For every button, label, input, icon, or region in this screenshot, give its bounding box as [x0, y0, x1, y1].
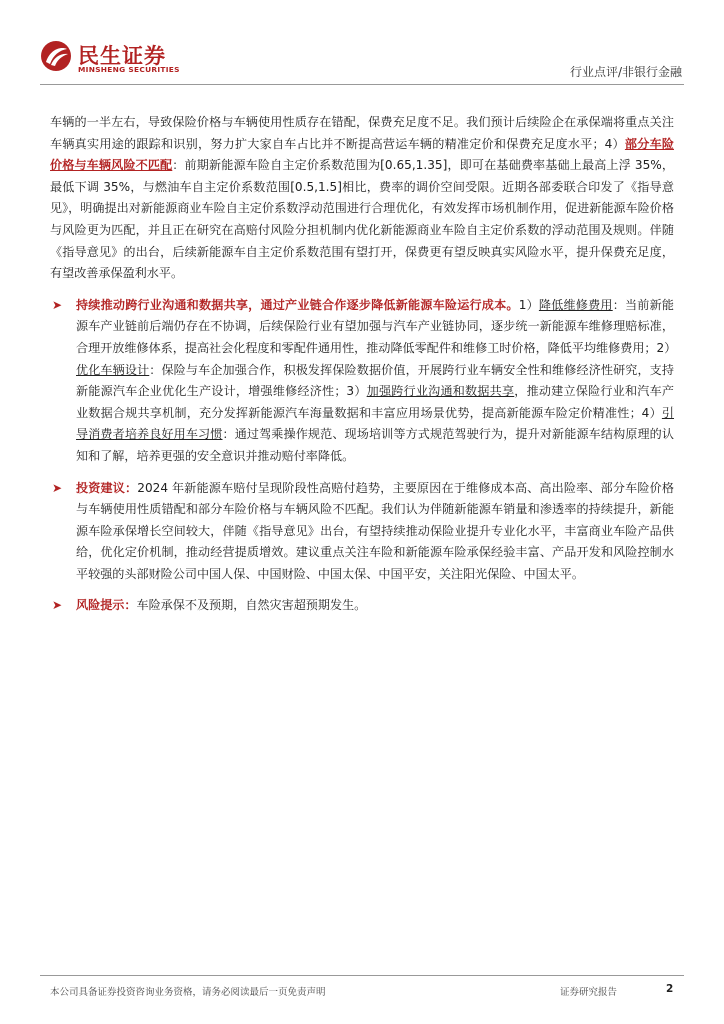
report-body: [50, 112, 677, 617]
item-text: ：当前新能源车产业链前后端仍存在不协调，后续保险行业有望加强与汽车产业链协同，逐步统一新能源车维修理赔标准，合理开放维修体系，提高社会化程度和零配件通用性，推动降低零配件和维修工时价格，降低平均维修费用；2）: [76, 297, 677, 355]
bullet-investment-advice: [50, 478, 674, 586]
paragraph-text: ：前期新能源车险自主定价系数范围为[0.65,1.35]，即可在基础费率基础上最高上浮 35%，最低下调 35%，与燃油车自主定价系数范围[0.5,1.5]相比，费率的调价空间受限。近期各部委联合印发了《指导意见》，明确提出对新能源商业车险自主定价系数浮动范围进行合理优化，有效发挥市场机制作用，促进新能源车险价格与风险更为匹配，并且正在研究在高赔付风险分担机制内优化新能源商业车险自主定价系数的浮动范围及规则。伴随《指导意见》的出台，后续新能源车自主定价系数范围有望打开，保费更有望反映真实风险水平，提升保费充足度，有望改善承保盈利水平。: [50, 158, 674, 281]
company-logo: [40, 40, 200, 76]
report-category: 行业点评/非银行金融: [569, 65, 682, 79]
page-header: [0, 0, 724, 90]
arrow-right-icon: ➤: [52, 598, 63, 613]
bullet-risk-warning: [50, 595, 674, 617]
item-text: ：通过驾乘操作规范、现场培训等方式规范驾驶行为，提升对新能源车结构原理的认知和了解，培养更强的安全意识并推动赔付率降低。: [76, 427, 674, 463]
subheading-price-risk-mismatch: 部分车险价格与车辆风险不匹配: [50, 136, 674, 173]
logo-english-name: MINSHENG SECURITIES: [78, 65, 180, 74]
arrow-right-icon: ➤: [52, 480, 63, 495]
header-divider: [40, 84, 684, 85]
logo-chinese-name: 民生证券: [78, 44, 166, 68]
page-number: 2: [666, 983, 674, 995]
item-text: ：保险与车企加强合作，积极发挥保险数据价值，开展跨行业车辆安全性和维修经济性研究，支持新能源汽车企业优化生产设计，增强维修经济性；3）: [76, 362, 674, 399]
subheading-data-sharing: 加强跨行业沟通和数据共享: [366, 384, 515, 399]
subheading-driving-habits: 引导消费者培养良好用车习惯: [76, 405, 674, 442]
footer-disclaimer: 本公司具备证券投资咨询业务资格，请务必阅读最后一页免责声明: [50, 987, 326, 998]
footer-report-type: 证券研究报告: [560, 987, 618, 998]
bullet-title: 投资建议：: [76, 480, 138, 495]
item-number: 1）: [518, 297, 539, 312]
bullet-cost-reduction: [50, 295, 677, 468]
bullet-text: 车险承保不及预期，自然灾害超预期发生。: [136, 598, 367, 613]
subheading-repair-cost: 降低维修费用: [538, 297, 613, 312]
paragraph-pricing: [50, 112, 674, 285]
bullet-text: 2024 年新能源车赔付呈现阶段性高赔付趋势，主要原因在于维修成本高、高出险率、部分车险价格与车辆使用性质错配和部分车险价格与车辆风险不匹配。我们认为伴随新能源车销量和渗透率的持续提升，新能源车险承保增长空间较大，伴随《指导意见》出台，有望持续推动保险业提升专业化水平，丰富商业车险产品供给，优化定价机制，推动经营提质增效。建议重点关注车险和新能源车险承保经验丰富、产品开发和风险控制水平较强的头部财险公司中国人保、中国财险、中国太保、中国平安，关注阳光保险、中国太平。: [76, 480, 674, 581]
paragraph-text: 车辆的一半左右，导致保险价格与车辆使用性质存在错配，保费充足度不足。我们预计后续险企在承保端将重点关注车辆真实用途的跟踪和识别，努力扩大家自车占比并不断提高营运车辆的精准定价和保费充足度水平；4）: [50, 115, 674, 151]
footer-divider: [40, 975, 684, 976]
bullet-title: 持续推动跨行业沟通和数据共享，通过产业链合作逐步降低新能源车险运行成本。: [76, 297, 519, 312]
item-text: ，推动建立保险行业和汽车产业数据合规共享机制，充分发挥新能源汽车海量数据和丰富应用场景优势，提高新能源车险定价精准性；4）: [76, 384, 674, 420]
arrow-right-icon: ➤: [52, 297, 63, 312]
bullet-title: 风险提示：: [76, 598, 137, 613]
subheading-vehicle-design: 优化车辆设计: [76, 362, 150, 377]
minsheng-logo-icon: [40, 40, 72, 72]
